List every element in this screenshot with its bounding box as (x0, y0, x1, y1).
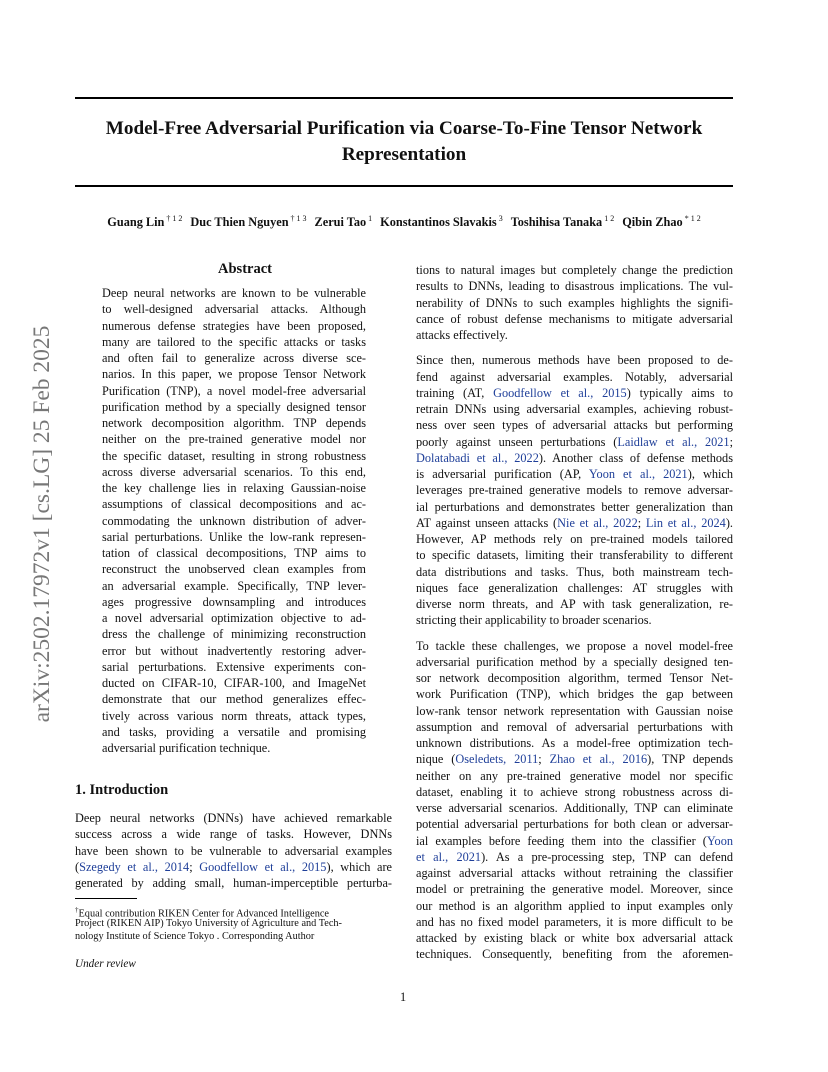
text-run: data distributions and tasks. Thus, both mainstream tech- (416, 564, 733, 579)
abstract-line: across diverse adversarial scenarios. To this end, (102, 464, 366, 479)
text-run: assumption and removal of adversarial perturbations with (416, 719, 733, 734)
right-column-line (416, 564, 733, 580)
right-column-line (416, 262, 733, 278)
abstract-line: ducted on CIFAR-10, CIFAR-100, and ImageNet (102, 676, 366, 690)
text-run: fend against adversarial examples. Notably, adversarial (416, 369, 733, 384)
paper-title (75, 116, 733, 168)
text-run: ), which (687, 467, 734, 481)
abstract-line: sarial perturbations. Unlike the low-rank represen- (102, 529, 366, 544)
right-column-line (416, 352, 733, 368)
text-run: ( (75, 859, 80, 874)
text-run: success across a wide range of tasks. However, DNNs (75, 827, 392, 842)
author-name: Toshihisa Tanaka (510, 215, 603, 230)
abstract-line: and often fail to generalize across diverse sce- (102, 351, 366, 365)
right-column-line (416, 833, 733, 849)
citation-link[interactable]: Goodfellow et al., 2015 (493, 385, 627, 400)
right-column-line (416, 499, 733, 515)
intro-line (75, 826, 392, 842)
text-run: neither on any pre-trained generative model nor specific (416, 768, 733, 783)
text-run: ; (189, 859, 200, 874)
abstract-line: network decomposition algorithm. TNP depends (102, 416, 366, 430)
author-affiliation-marks: † 1 2 (166, 214, 183, 223)
abstract-line: error but without inadvertently restoring adver- (102, 643, 366, 658)
intro-line (75, 843, 392, 859)
top-rule (75, 97, 733, 99)
abstract-line: an adversarial example. Specifically, TNP lever- (102, 578, 366, 593)
text-run: Since then, numerous methods have been proposed to de- (416, 353, 733, 368)
right-column-line (416, 311, 733, 327)
right-column-line (416, 865, 733, 881)
page-number: 1 (400, 990, 407, 1004)
text-run: potential adversarial perturbations for both clean or adversar- (416, 817, 733, 832)
citation-link[interactable]: Yoon et al., 2021 (588, 467, 688, 481)
text-run: To tackle these challenges, we propose a novel model-free (416, 638, 733, 653)
abstract-line: reconstruct the unobserved clean examples from (102, 562, 366, 577)
right-column-line (416, 735, 733, 751)
right-column-line (416, 401, 733, 417)
author (190, 215, 306, 229)
text-run: cance of robust defense mechanisms to mitigate adversarial (416, 311, 733, 326)
right-column-line (416, 547, 733, 563)
text-run: sor network decomposition algorithm, termed Tensor Net- (416, 671, 733, 685)
right-column-line (416, 612, 733, 628)
citation-link[interactable]: Szegedy et al., 2014 (79, 859, 190, 874)
author (107, 215, 182, 229)
author-name: Konstantinos Slavakis (380, 215, 497, 230)
text-run: attacked by existing black or white box adversarial attack (416, 931, 733, 945)
text-run: Deep neural networks (DNNs) have achieved remarkable (75, 811, 392, 825)
right-column-line (416, 596, 733, 612)
text-run: have been shown to be vulnerable to adversarial examples (75, 843, 392, 858)
citation-link[interactable]: Lin et al., 2024 (645, 515, 726, 530)
citation-link[interactable]: et al., 2021 (416, 849, 482, 864)
right-column-line (416, 816, 733, 832)
right-column-line (416, 466, 733, 482)
text-run: ; (729, 434, 733, 449)
text-run: to specific datasets, limiting their transferability to different (416, 548, 733, 563)
intro-line (75, 875, 392, 891)
text-run: is adversarial purification (AP, (416, 467, 589, 481)
abstract-line: many are tailored to the specific attacks or tasks (102, 334, 366, 349)
abstract-line: to well-designed adversarial attacks. Although (102, 302, 366, 317)
text-run: niques face generalization challenges: AT struggles with (416, 580, 733, 595)
author-affiliation-marks: 3 (498, 214, 503, 223)
abstract-heading: Abstract (218, 261, 272, 277)
author-name: Qibin Zhao (622, 215, 683, 230)
text-run: training (AT, (416, 385, 494, 400)
text-run: our method is an algorithm applied to input examples only (416, 898, 733, 913)
text-run: adversarial purification method by a specially designed ten- (416, 654, 733, 669)
text-run: poorly against unseen perturbations ( (416, 434, 618, 449)
text-run: dataset, enabling it to achieve strong robustness across di- (416, 784, 733, 799)
abstract-line: and tasks, providing a versatile and promising (102, 724, 366, 739)
intro-line (75, 859, 392, 875)
right-column-line (416, 434, 733, 450)
footnote-text-1: Equal contribution RIKEN Center for Advanced Intelligence (78, 908, 329, 920)
abstract-line: commodating the unknown distribution of adver- (102, 513, 366, 528)
arxiv-stamp: arXiv:2502.17972v1 [cs.LG] 25 Feb 2025 (29, 325, 55, 723)
right-column-line (416, 295, 733, 311)
right-column-line (416, 417, 733, 433)
title-bottom-rule (75, 185, 733, 187)
abstract-line: adversarial purification technique. (102, 741, 271, 755)
citation-link[interactable]: Nie et al., 2022 (557, 515, 638, 530)
abstract-line: numerous defense strategies have been proposed, (102, 318, 366, 333)
author (380, 215, 503, 229)
right-column-line (416, 654, 733, 670)
text-run: low-rank tensor network representation with Gaussian noise (416, 703, 733, 718)
right-column-line (416, 670, 733, 686)
right-column-line (416, 686, 733, 702)
text-run: results to DNNs, leading to disastrous implications. The vul- (416, 279, 733, 294)
right-column-line (416, 930, 733, 946)
abstract-line: purification method by a specially designed tensor (102, 399, 366, 414)
text-run: ial examples before feeding them into the classifier ( (416, 833, 707, 848)
right-column-line (416, 515, 733, 531)
text-run: ), which are (326, 859, 392, 874)
abstract-line: narios. In this paper, we propose Tensor Network (102, 367, 366, 382)
right-column-line (416, 531, 733, 547)
text-run: ), TNP depends (647, 752, 733, 767)
text-run: model or pretraining the generative model. Moreover, since (416, 882, 733, 897)
text-run: ). Another class of defense methods (538, 450, 733, 465)
text-run: ; (637, 515, 646, 530)
right-column-line (416, 946, 733, 962)
abstract-line: demonstrate that our method generalizes effec- (102, 692, 366, 707)
right-column-line (416, 881, 733, 897)
author (315, 215, 373, 229)
citation-link[interactable]: Zhao et al., 2016 (549, 752, 648, 767)
under-review-note: Under review (75, 958, 136, 970)
right-column-line (416, 278, 733, 294)
text-run: ial perturbations and demonstrates better generalization than (416, 499, 733, 514)
right-column-line (416, 385, 733, 401)
abstract-line: Purification (TNP), a novel model-free adversarial (102, 383, 366, 398)
text-run: nerability of DNNs to such examples highlights the signifi- (416, 295, 733, 310)
right-column-line (416, 638, 733, 654)
right-column-line (416, 898, 733, 914)
right-column-line (416, 800, 733, 816)
text-run: generated by adding small, human-imperceptible perturba- (75, 876, 392, 890)
right-column-line (416, 914, 733, 930)
footnote-rule (75, 898, 137, 899)
abstract-line: neither on the pre-trained generative model nor (102, 432, 366, 447)
author-name: Duc Thien Nguyen (190, 215, 289, 230)
text-run: and has no fixed model parameters, it is more difficult to be (416, 914, 733, 929)
author-name: Zerui Tao (314, 215, 367, 230)
right-column-line (416, 703, 733, 719)
footnote-text-3: nology Institute of Science Tokyo . Corresponding Author (75, 931, 315, 942)
abstract-line: dress the challenge of minimizing reconstruction (102, 627, 366, 642)
right-column-line (416, 450, 733, 466)
text-run: ; (538, 752, 550, 767)
footnote-line-2 (75, 917, 395, 930)
text-run: retrain DNNs using adversarial examples, achieving robust- (416, 402, 733, 416)
right-column-line (416, 784, 733, 800)
citation-link[interactable]: Dolatabadi et al., 2022 (416, 450, 539, 465)
right-column-line (416, 751, 733, 767)
footnote-text-2: Project (RIKEN AIP) Tokyo University of Agriculture and Tech- (75, 918, 342, 929)
right-column-line (416, 580, 733, 596)
text-run: diverse norm threats, and AP with task generalization, re- (416, 597, 733, 611)
text-run: ) typically aims to (626, 385, 733, 400)
footnote-line-1: †Equal contribution RIKEN Center for Advanced Intelligence (75, 906, 329, 920)
title-line-1: Model-Free Adversarial Purification via Coarse-To-Fine Tensor Network (105, 118, 703, 139)
text-run: ). As a pre-processing step, TNP can defend (481, 849, 733, 864)
text-run: stricting their applicability to broader scenarios. (416, 613, 652, 628)
abstract-line: the key challenge lies in relaxing Gaussian-noise (102, 481, 366, 495)
citation-link[interactable]: Yoon (706, 833, 733, 848)
right-column-line (416, 768, 733, 784)
citation-link[interactable]: Oseledets, 2011 (455, 752, 539, 767)
author-name: Guang Lin (107, 215, 165, 230)
right-column-line (416, 327, 733, 343)
author-affiliation-marks: 1 (368, 214, 373, 223)
author-list (75, 214, 733, 230)
author-affiliation-marks: 1 2 (604, 214, 615, 223)
abstract-line: assumptions of classical decompositions and ac- (102, 497, 366, 512)
abstract-line: a novel adversarial optimization objective to ad- (102, 611, 366, 625)
text-run: ness over seen types of adversarial attacks but performing (416, 418, 733, 433)
right-column-line (416, 849, 733, 865)
abstract-line: Deep neural networks are known to be vulnerable (102, 286, 366, 300)
abstract-line: ages progressive downsampling and introduces (102, 594, 366, 609)
intro-line (75, 810, 392, 826)
right-column-line (416, 719, 733, 735)
text-run: nique ( (416, 752, 456, 767)
abstract-line: the specific dataset, resulting in strong robustness (102, 448, 366, 463)
text-run: However, AP methods rely on pre-trained models tailored (416, 532, 733, 546)
right-column-line (416, 369, 733, 385)
text-run: work Purification (TNP), which bridges the gap between (416, 687, 733, 702)
text-run: tions to natural images but completely change the prediction (416, 263, 733, 277)
text-run: attacks effectively. (416, 328, 508, 342)
author (511, 215, 615, 229)
text-run: leverages pre-trained generative models to remove adversar- (416, 483, 733, 498)
abstract-line: sarial perturbations. Extensive experiments con- (102, 659, 366, 674)
text-run: verse adversarial scenarios. Additionally, TNP can eliminate (416, 801, 733, 815)
text-run: AT against unseen attacks ( (416, 515, 558, 530)
right-column-line (416, 482, 733, 498)
footnote-line-3 (75, 930, 395, 943)
text-run: against adversarial attacks without retraining the classifier (416, 866, 733, 880)
author-affiliation-marks: * 1 2 (684, 214, 701, 223)
title-line-2: Representation (341, 144, 467, 165)
citation-link[interactable]: Goodfellow et al., 2015 (199, 859, 327, 874)
abstract-line: tively across various norm threats, attack types, (102, 708, 366, 723)
author (622, 215, 701, 229)
author-affiliation-marks: † 1 3 (290, 214, 307, 223)
text-run: unknown distributions. As a model-free optimization tech- (416, 736, 733, 750)
citation-link[interactable]: Laidlaw et al., 2021 (617, 434, 730, 449)
text-run: techniques. Consequently, benefiting from the aforemen- (416, 947, 733, 962)
section-heading-introduction: 1. Introduction (75, 782, 169, 798)
abstract-line: tation of classical decompositions, TNP aims to (102, 546, 366, 560)
text-run: ). (725, 515, 733, 530)
